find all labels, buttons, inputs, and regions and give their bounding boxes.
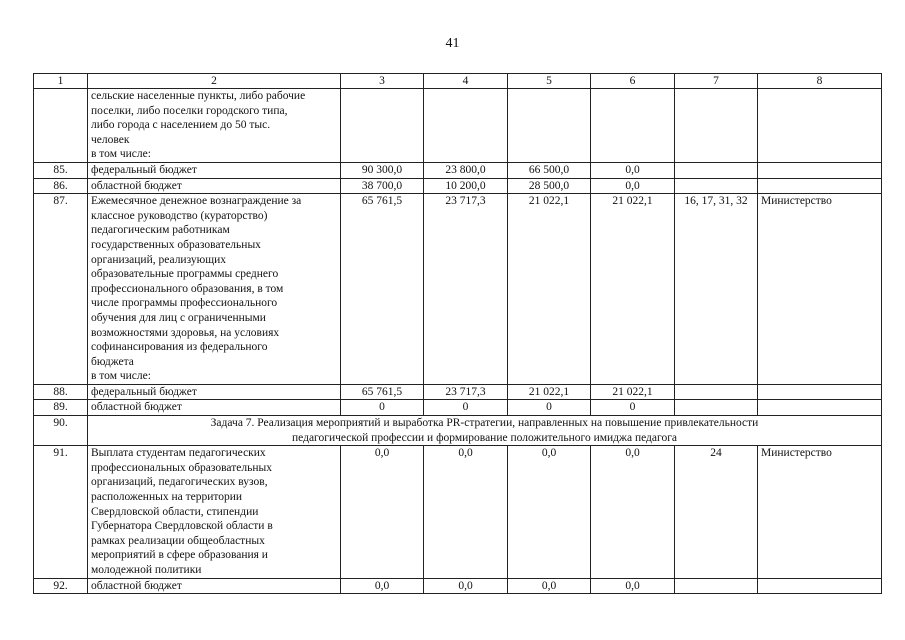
row-description (88, 89, 341, 163)
description-line: государственных образовательных (91, 238, 261, 251)
year-value: 0,0 (424, 446, 508, 578)
year-value: 66 500,0 (508, 162, 591, 178)
description-line: профессионального образования, в том (91, 282, 284, 295)
row-number: 89. (34, 400, 88, 416)
table-row (34, 162, 882, 178)
total-value: 90 300,0 (341, 162, 424, 178)
row-number (34, 89, 88, 163)
description-line: Ежемесячное денежное вознаграждение за (91, 195, 302, 208)
year-value: 0,0 (591, 178, 675, 194)
year-value: 0,0 (591, 162, 675, 178)
description-line: педагогической профессии и формирование положительного имиджа педагога (291, 431, 678, 444)
target-indicators (675, 178, 758, 194)
year-value (591, 89, 675, 163)
program-table (33, 73, 882, 594)
description-line: областной бюджет (91, 579, 182, 592)
description-line: обучения для лиц с ограниченными (91, 311, 266, 324)
header-cell: 2 (88, 74, 341, 89)
header-cell: 1 (34, 74, 88, 89)
target-indicators (675, 162, 758, 178)
table-row (34, 178, 882, 194)
description-line: бюджета (91, 355, 134, 368)
table-row (34, 194, 882, 385)
row-number: 87. (34, 194, 88, 385)
description-line: профессиональных образовательных (91, 461, 272, 474)
description-line: возможностями здоровья, на условиях (91, 326, 280, 339)
target-indicators (675, 89, 758, 163)
description-line: Выплата студентам педагогических (91, 447, 266, 460)
description-line: в том числе: (91, 370, 151, 383)
description-line: Свердловской области, стипендии (91, 505, 259, 518)
target-indicators (675, 400, 758, 416)
header-cell: 4 (424, 74, 508, 89)
header-cell: 8 (758, 74, 882, 89)
description-line: Губернатора Свердловской области в (91, 520, 273, 533)
description-line: организаций, реализующих (91, 253, 226, 266)
year-value (424, 89, 508, 163)
year-value: 21 022,1 (591, 194, 675, 385)
year-value: 21 022,1 (591, 384, 675, 400)
description-line: числе программы профессионального (91, 297, 278, 310)
total-value: 38 700,0 (341, 178, 424, 194)
row-number: 91. (34, 446, 88, 578)
executor (758, 178, 882, 194)
year-value: 21 022,1 (508, 384, 591, 400)
table-row (34, 446, 882, 578)
executor (758, 384, 882, 400)
description-line: федеральный бюджет (91, 385, 197, 398)
description-line: поселки, либо поселки городского типа, (91, 104, 288, 117)
total-value: 0 (341, 400, 424, 416)
description-line: Задача 7. Реализация мероприятий и выработка PR-стратегии, направленных на повышение привлекательности (210, 417, 759, 430)
description-line: мероприятий в сфере образования и (91, 549, 268, 562)
total-value: 65 761,5 (341, 194, 424, 385)
target-indicators: 16, 17, 31, 32 (675, 194, 758, 385)
row-number: 92. (34, 578, 88, 594)
description-line: рамках реализации общеобластных (91, 534, 265, 547)
table-row (34, 89, 882, 163)
table-row (34, 400, 882, 416)
row-description (88, 194, 341, 385)
total-value: 0,0 (341, 578, 424, 594)
year-value: 0,0 (591, 578, 675, 594)
description-line: областной бюджет (91, 179, 182, 192)
description-line: расположенных на территории (91, 491, 243, 504)
description-line: классное руководство (кураторство) (91, 209, 268, 222)
target-indicators (675, 578, 758, 594)
executor (758, 162, 882, 178)
year-value: 0 (424, 400, 508, 416)
description-line: человек (91, 133, 130, 146)
year-value: 0 (591, 400, 675, 416)
description-line: организаций, педагогических вузов, (91, 476, 268, 489)
description-line: образовательные программы среднего (91, 268, 279, 281)
year-value: 28 500,0 (508, 178, 591, 194)
executor (758, 89, 882, 163)
year-value: 23 717,3 (424, 194, 508, 385)
header-cell: 5 (508, 74, 591, 89)
table-row (34, 416, 882, 446)
executor (758, 578, 882, 594)
executor (758, 400, 882, 416)
task-heading (88, 416, 882, 446)
year-value: 0,0 (424, 578, 508, 594)
year-value (508, 89, 591, 163)
total-value: 65 761,5 (341, 384, 424, 400)
description-line: молодежной политики (91, 564, 202, 576)
description-line: педагогическим работникам (91, 224, 230, 237)
row-description (88, 162, 341, 178)
table-row (34, 384, 882, 400)
year-value: 0,0 (591, 446, 675, 578)
row-number: 85. (34, 162, 88, 178)
description-line: софинансирования из федерального (91, 341, 268, 354)
row-description (88, 178, 341, 194)
description-line: федеральный бюджет (91, 163, 197, 176)
year-value: 10 200,0 (424, 178, 508, 194)
table-row (34, 578, 882, 594)
description-line: областной бюджет (91, 401, 182, 414)
target-indicators: 24 (675, 446, 758, 578)
year-value: 0 (508, 400, 591, 416)
row-description (88, 446, 341, 578)
description-line: либо города с населением до 50 тыс. (91, 119, 271, 132)
total-value (341, 89, 424, 163)
row-number: 90. (34, 416, 88, 446)
header-cell: 3 (341, 74, 424, 89)
total-value: 0,0 (341, 446, 424, 578)
description-line: сельские населенные пункты, либо рабочие (91, 90, 306, 102)
target-indicators (675, 384, 758, 400)
executor: Министерство (758, 194, 882, 385)
row-description (88, 578, 341, 594)
executor: Министерство (758, 446, 882, 578)
row-number: 86. (34, 178, 88, 194)
header-cell: 6 (591, 74, 675, 89)
year-value: 0,0 (508, 446, 591, 578)
year-value: 23 800,0 (424, 162, 508, 178)
page-number: 41 (445, 36, 460, 51)
year-value: 23 717,3 (424, 384, 508, 400)
row-description (88, 400, 341, 416)
header-cell: 7 (675, 74, 758, 89)
header-row (34, 74, 882, 89)
row-description (88, 384, 341, 400)
year-value: 21 022,1 (508, 194, 591, 385)
year-value: 0,0 (508, 578, 591, 594)
description-line: в том числе: (91, 148, 151, 161)
row-number: 88. (34, 384, 88, 400)
